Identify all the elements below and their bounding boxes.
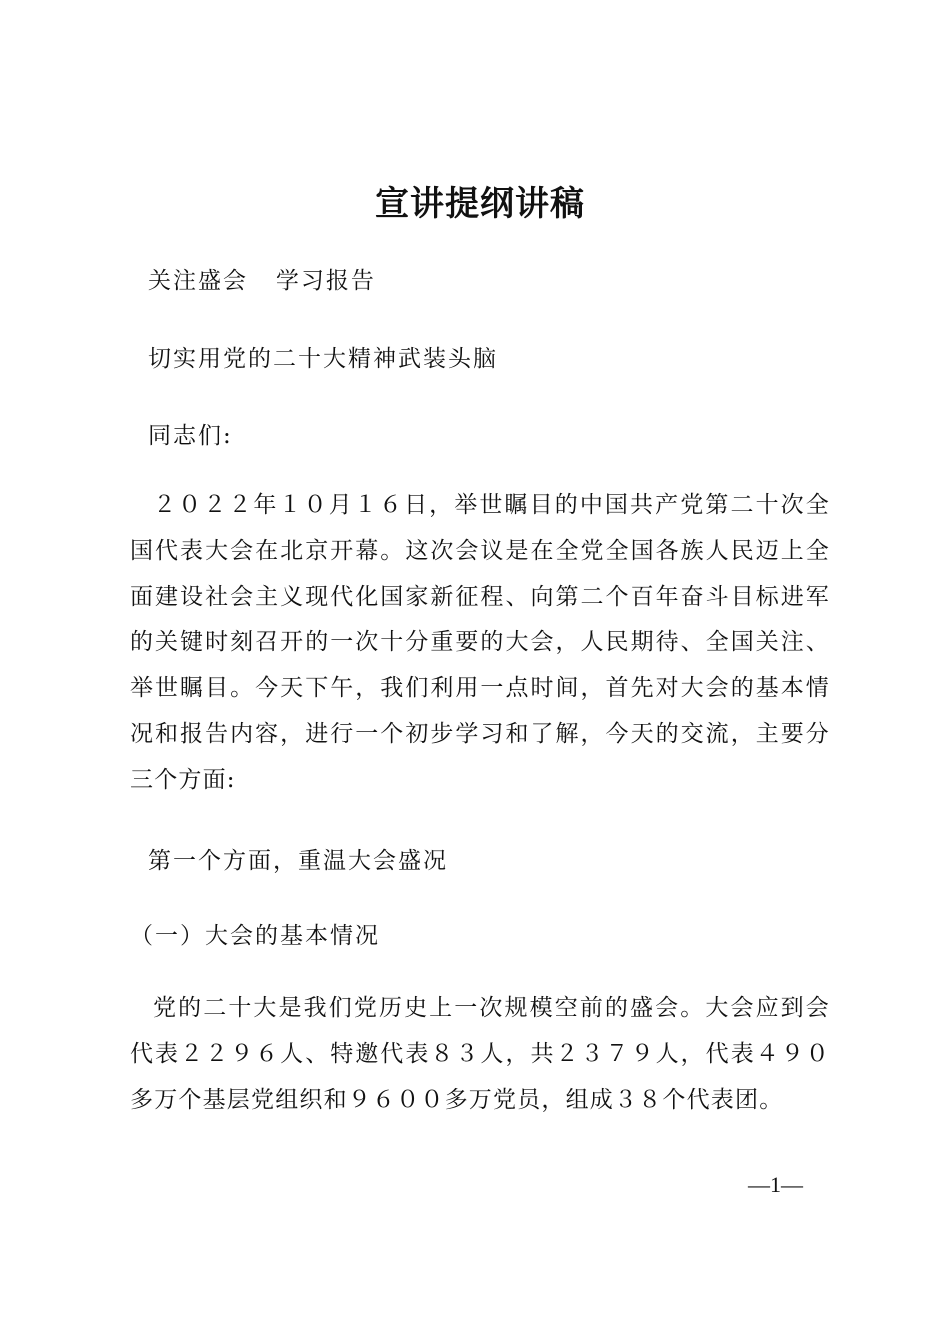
page-number: —1— — [748, 1172, 803, 1197]
basic-info-paragraph: 党的二十大是我们党历史上一次规模空前的盛会。大会应到会代表２２９６人、特邀代表８３人，共２３７９人，代表４９０多万个基层党组织和９６００多万党员，组成３８个代表团。 — [130, 995, 830, 1113]
intro-paragraph: ２０２２年１０月１６日，举世瞩目的中国共产党第二十次全国代表大会在北京开幕。这次会议是在全党全国各族人民迈上全面建设社会主义现代化国家新征程、向第二个百年奋斗目标进军的关键时刻召开的一次十分重要的大会，人民期待、全国关注、举世瞩目。今天下午，我们利用一点时间，首先对大会的基本情况和报告内容，进行一个初步学习和了解，今天的交流，主要分三个方面: — [130, 492, 830, 793]
subtitle-focus: 关注盛会 学习报告 — [148, 268, 376, 294]
subsection-heading: （一）大会的基本情况 — [130, 923, 380, 949]
section-heading: 第一个方面，重温大会盛况 — [148, 848, 448, 874]
subtitle-theme: 切实用党的二十大精神武装头脑 — [148, 346, 498, 372]
salutation: 同志们: — [148, 423, 233, 449]
document-title: 宣讲提纲讲稿 — [375, 184, 585, 224]
